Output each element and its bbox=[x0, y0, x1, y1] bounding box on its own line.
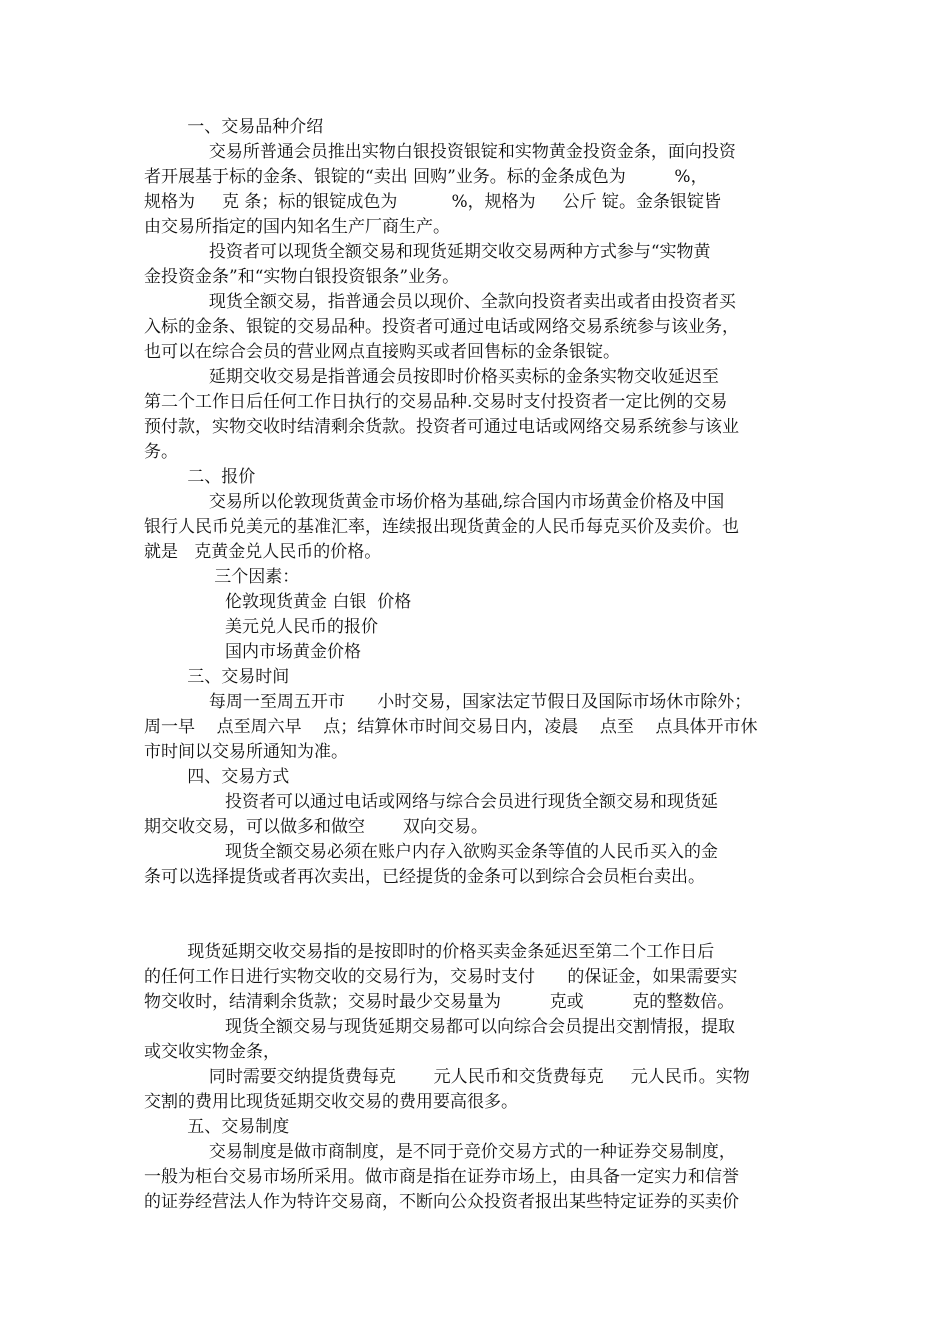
paragraph-line: 投资者可以现货全额交易和现货延期交收交易两种方式参与“实物黄 bbox=[144, 242, 711, 262]
paragraph-line: 周一早 点至周六早 点；结算休市时间交易日内，凌晨 点至 点具体开市休 bbox=[144, 717, 758, 737]
paragraph-line: 预付款，实物交收时结清剩余货款。投资者可通过电话或网络交易系统参与该业 bbox=[144, 417, 739, 437]
paragraph-line: 三个因素： bbox=[144, 567, 300, 587]
paragraph-line: 现货全额交易必须在账户内存入欲购买金条等值的人民币买入的金 bbox=[144, 842, 719, 862]
paragraph-line: 同时需要交纳提货费每克 元人民币和交货费每克 元人民币。实物 bbox=[144, 1067, 750, 1087]
section-heading-1: 一、交易品种介绍 bbox=[144, 117, 324, 137]
paragraph-line: 就是 克黄金兑人民币的价格。 bbox=[144, 542, 382, 562]
paragraph-line: 交易所以伦敦现货黄金市场价格为基础,综合国内市场黄金价格及中国 bbox=[144, 492, 725, 512]
paragraph-line: 条可以选择提货或者再次卖出，已经提货的金条可以到综合会员柜台卖出。 bbox=[144, 867, 705, 887]
paragraph-line: 交易制度是做市商制度，是不同于竞价交易方式的一种证券交易制度， bbox=[144, 1142, 736, 1162]
paragraph-line: 者开展基于标的金条、银锭的“卖出 回购”业务。标的金条成色为 %， bbox=[144, 167, 708, 187]
paragraph-line: 交割的费用比现货延期交收交易的费用要高很多。 bbox=[144, 1092, 518, 1112]
paragraph-line: 也可以在综合会员的营业网点直接购买或者回售标的金条银锭。 bbox=[144, 342, 620, 362]
section-heading-3: 三、交易时间 bbox=[144, 667, 290, 687]
paragraph-line: 的证券经营法人作为特许交易商，不断向公众投资者报出某些特定证券的买卖价 bbox=[144, 1192, 739, 1212]
paragraph-line: 延期交收交易是指普通会员按即时价格买卖标的金条实物交收延迟至 bbox=[144, 367, 719, 387]
paragraph-line: 物交收时，结清剩余货款；交易时最少交易量为 克或 克的整数倍。 bbox=[144, 992, 735, 1012]
paragraph-line: 规格为 克 条；标的银锭成色为 %，规格为 公斤 锭。金条银锭皆 bbox=[144, 192, 722, 212]
section-heading-4: 四、交易方式 bbox=[144, 767, 290, 787]
paragraph-line: 银行人民币兑美元的基准汇率，连续报出现货黄金的人民币每克买价及卖价。也 bbox=[144, 517, 739, 537]
paragraph-line: 入标的金条、银锭的交易品种。投资者可通过电话或网络交易系统参与该业务， bbox=[144, 317, 739, 337]
paragraph-line: 现货延期交收交易指的是按即时的价格买卖金条延迟至第二个工作日后 bbox=[144, 942, 715, 962]
paragraph-line: 现货全额交易与现货延期交易都可以向综合会员提出交割情报，提取 bbox=[144, 1017, 736, 1037]
paragraph-line: 期交收交易，可以做多和做空 双向交易。 bbox=[144, 817, 488, 837]
paragraph-line: 一般为柜台交易市场所采用。做市商是指在证券市场上，由具备一定实力和信誉 bbox=[144, 1167, 739, 1187]
section-heading-5: 五、交易制度 bbox=[144, 1117, 290, 1137]
section-heading-2: 二、报价 bbox=[144, 467, 256, 487]
paragraph-line: 或交收实物金条， bbox=[144, 1042, 280, 1062]
paragraph-line: 第二个工作日后任何工作日执行的交易品种.交易时支付投资者一定比例的交易 bbox=[144, 392, 728, 412]
paragraph-line: 金投资金条”和“实物白银投资银条”业务。 bbox=[144, 267, 460, 287]
paragraph-line: 务。 bbox=[144, 442, 178, 462]
list-item: 国内市场黄金价格 bbox=[144, 642, 362, 662]
paragraph-line: 投资者可以通过电话或网络与综合会员进行现货全额交易和现货延 bbox=[144, 792, 719, 812]
list-item: 伦敦现货黄金 白银 价格 bbox=[144, 592, 412, 612]
paragraph-line: 每周一至周五开市 小时交易，国家法定节假日及国际市场休市除外； bbox=[144, 692, 752, 712]
list-item: 美元兑人民币的报价 bbox=[144, 617, 379, 637]
paragraph-line: 市时间以交易所通知为准。 bbox=[144, 742, 348, 762]
paragraph-line: 现货全额交易，指普通会员以现价、全款向投资者卖出或者由投资者买 bbox=[144, 292, 736, 312]
paragraph-line: 由交易所指定的国内知名生产厂商生产。 bbox=[144, 217, 450, 237]
paragraph-line: 的任何工作日进行实物交收的交易行为，交易时支付 的保证金，如果需要实 bbox=[144, 967, 738, 987]
paragraph-line: 交易所普通会员推出实物白银投资银锭和实物黄金投资金条，面向投资 bbox=[144, 142, 736, 162]
